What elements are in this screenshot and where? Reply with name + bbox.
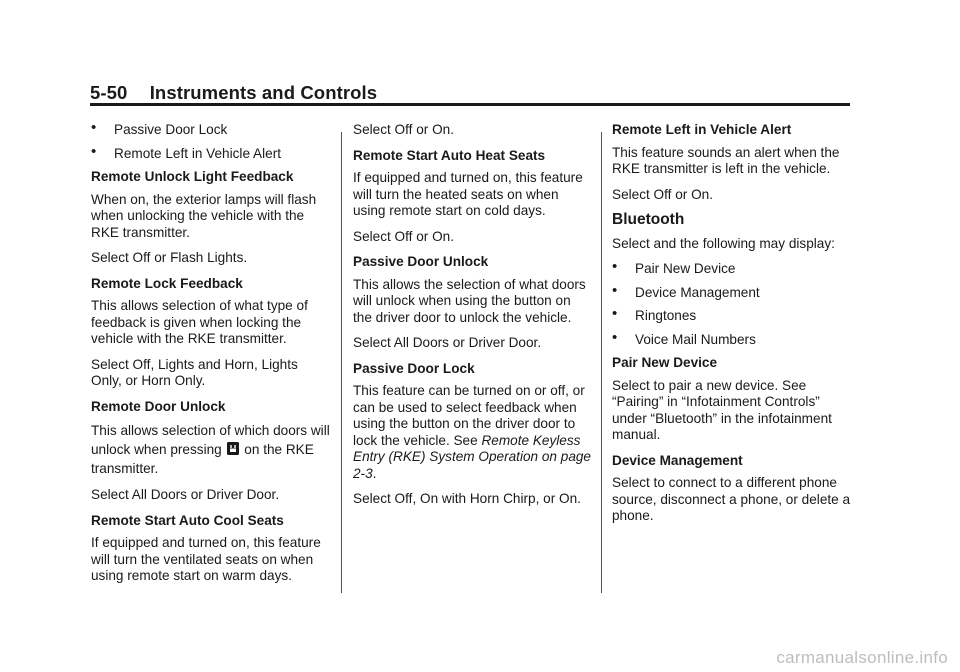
- paragraph: This feature sounds an alert when the RKE transmitter is left in the vehicle.: [612, 144, 840, 176]
- bullet-item: • Device Management: [612, 285, 852, 302]
- paragraph: Select Off, On with Horn Chirp, or On.: [353, 491, 581, 506]
- heading-passive-door-lock: Passive Door Lock: [353, 360, 475, 376]
- column-divider-1: [341, 132, 342, 593]
- bullet-item: • Pair New Device: [612, 261, 852, 278]
- bullet-item: • Voice Mail Numbers: [612, 332, 852, 349]
- text: This feature can be turned on or off, or can be used to select feedback when using the button on the driver door to lock the vehicle. See: [353, 383, 585, 448]
- text: This allows selection of which doors will unlock when pressing: [91, 423, 330, 457]
- header-rule: [90, 103, 850, 106]
- column-3: [612, 122, 852, 534]
- heading-remote-door-unlock: Remote Door Unlock: [91, 398, 226, 414]
- paragraph: This allows the selection of what doors will unlock when using the button on the driver door to unlock the vehicle.: [353, 276, 586, 325]
- paragraph: Select to connect to a different phone source, disconnect a phone, or delete a phone.: [612, 475, 851, 523]
- unlock-key-icon: [227, 442, 239, 455]
- paragraph: Select Off or On.: [353, 122, 454, 137]
- bullet-item: • Ringtones: [612, 308, 852, 325]
- paragraph: Select Off, Lights and Horn, Lights Only, or Horn Only.: [91, 356, 298, 388]
- heading-remote-lock-feedback: Remote Lock Feedback: [91, 275, 243, 291]
- heading-remote-unlock-light: Remote Unlock Light Feedback: [91, 169, 294, 184]
- paragraph: Select Off or On.: [353, 228, 454, 244]
- paragraph: If equipped and turned on, this feature will turn the ventilated seats on when using remote start on warm days.: [91, 535, 321, 583]
- section-title: Instruments and Controls: [149, 82, 378, 103]
- page-number: 5-50: [90, 82, 128, 103]
- section-heading-bluetooth: Bluetooth: [612, 211, 685, 228]
- page-header: [90, 82, 850, 104]
- paragraph-with-icon: [91, 421, 331, 478]
- paragraph: Select and the following may display:: [612, 235, 835, 251]
- column-2: [353, 122, 591, 517]
- paragraph: If equipped and turned on, this feature will turn the heated seats on when using remote start on cold days.: [353, 170, 583, 218]
- bullet-item: • Remote Left in Vehicle Alert: [91, 146, 331, 163]
- column-divider-2: [601, 132, 602, 593]
- heading-device-management: Device Management: [612, 452, 743, 468]
- paragraph: Select Off or Flash Lights.: [91, 250, 248, 265]
- paragraph: Select All Doors or Driver Door.: [353, 335, 542, 350]
- paragraph: Select Off or On.: [612, 186, 713, 202]
- heading-auto-cool-seats: Remote Start Auto Cool Seats: [91, 512, 284, 528]
- paragraph: When on, the exterior lamps will flash when unlocking the vehicle with the RKE transmitter.: [91, 191, 317, 240]
- heading-passive-door-unlock: Passive Door Unlock: [353, 254, 489, 269]
- heading-auto-heat-seats: Remote Start Auto Heat Seats: [353, 147, 546, 163]
- watermark: carmanualsonline.info: [776, 648, 948, 667]
- paragraph: [353, 383, 591, 482]
- text: on the RKE transmitter.: [91, 442, 314, 476]
- heading-left-in-vehicle-alert: Remote Left in Vehicle Alert: [612, 122, 792, 137]
- heading-pair-new-device: Pair New Device: [612, 355, 718, 370]
- paragraph: This allows selection of what type of feedback is given when locking the vehicle with the RKE transmitter.: [91, 298, 308, 346]
- paragraph: Select to pair a new device. See “Pairing” in “Infotainment Controls” under “Bluetooth” in the infotainment manual.: [612, 377, 832, 442]
- paragraph: Select All Doors or Driver Door.: [91, 487, 280, 502]
- cross-reference-link[interactable]: Remote Keyless Entry (RKE) System Operation on page 2-3: [353, 432, 591, 481]
- text: .: [372, 465, 377, 481]
- column-1: [91, 122, 331, 594]
- bullet-item: • Passive Door Lock: [91, 122, 331, 139]
